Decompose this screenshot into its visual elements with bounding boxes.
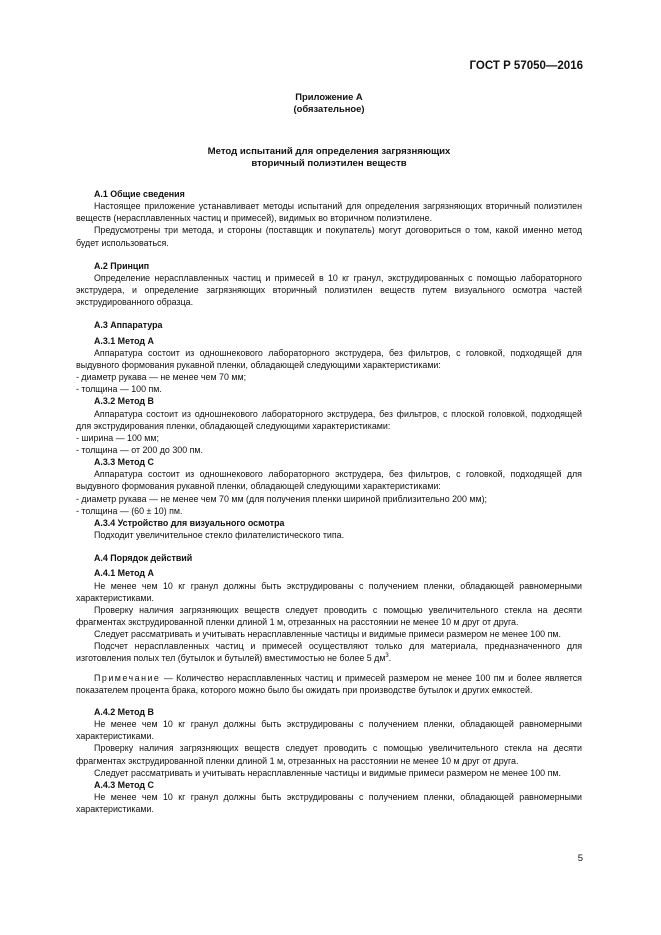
paragraph-a1-1: Настоящее приложение устанавливает методы испытаний для определения загрязняющих вторичный полиэтилен веществ (нерасплавленных частиц и примесей), видимых во вторичном полиэтилене.	[76, 201, 582, 224]
cubic-superscript: 3	[385, 652, 389, 659]
bullet-a31-1: - диаметр рукава — не менее чем 70 мм;	[76, 372, 247, 383]
section-heading-a4: А.4 Порядок действий	[94, 553, 193, 564]
bullet-a33-1: - диаметр рукава — не менее чем 70 мм (для получения пленки шириной приблизительно 200 мм);	[76, 493, 488, 504]
paragraph-a41-4-end: .	[388, 653, 392, 664]
subsection-heading-a31: А.3.1 Метод А	[94, 335, 154, 346]
method-title-line-2: вторичный полиэтилен веществ	[251, 158, 407, 170]
note-a41	[76, 672, 582, 696]
paragraph-a43-1: Не менее чем 10 кг гранул должны быть экструдированы с получением пленки, обладающей равномерными характеристиками.	[76, 792, 582, 815]
paragraph-a2-1: Определение нерасплавленных частиц и примесей в 10 кг гранул, экструдированных с помощью лабораторного экструдера, и определение загрязняющих вторичный полиэтилен веществ путем визуального осмотра частей экструдированного образца.	[76, 272, 582, 308]
paragraph-a42-3: Следует рассматривать и учитывать нерасплавленные частицы и видимые примеси размером не менее 100 пм.	[94, 767, 561, 778]
page-content	[76, 91, 582, 815]
page-number: 5	[577, 853, 583, 864]
subsection-heading-a41: А.4.1 Метод А	[94, 568, 154, 579]
bullet-a32-2: - толщина — от 200 до 300 пм.	[76, 444, 203, 455]
section-heading-a3: А.3 Аппаратура	[94, 320, 163, 331]
paragraph-a31-1: Аппаратура состоит из одношнекового лабораторного экструдера, без фильтров, с головкой, подходящей для выдувного формования рукавной пленки, обладающей следующими характеристиками:	[76, 347, 582, 370]
paragraph-a41-4	[76, 640, 582, 664]
annex-status: (обязательное)	[293, 103, 365, 115]
annex-title: Приложение А	[295, 91, 363, 102]
paragraph-a33-1: Аппаратура состоит из одношнекового лабораторного экструдера, без фильтров, с головкой, подходящей для выдувного формования рукавной пленки, обладающей следующими характеристиками:	[76, 469, 582, 492]
section-heading-a2: А.2 Принцип	[94, 260, 150, 271]
paragraph-a42-1: Не менее чем 10 кг гранул должны быть экструдированы с получением пленки, обладающей равномерными характеристиками.	[76, 719, 582, 742]
subsection-heading-a34: А.3.4 Устройство для визуального осмотра	[94, 517, 285, 528]
paragraph-a41-1: Не менее чем 10 кг гранул должны быть экструдированы с получением пленки, обладающей равномерными характеристиками.	[76, 580, 582, 603]
paragraph-a34-1: Подходит увеличительное стекло филателистического типа.	[94, 530, 345, 541]
subsection-heading-a42: А.4.2 Метод В	[94, 706, 154, 717]
note-label: Примечание	[94, 672, 161, 683]
bullet-a32-1: - ширина — 100 мм;	[76, 432, 159, 443]
paragraph-a32-1: Аппаратура состоит из одношнекового лабораторного экструдера, без фильтров, с плоской головкой, подходящей для экструдирования пленки, обладающей следующими характеристиками:	[76, 408, 582, 431]
document-id-header: ГОСТ Р 57050—2016	[469, 60, 583, 72]
paragraph-a1-2: Предусмотрены три метода, и стороны (поставщик и покупатель) могут договориться о том, какой именно метод будет использоваться.	[76, 225, 582, 248]
paragraph-a41-4-text: Подсчет нерасплавленных частиц и примесей осуществляют только для материала, предназначенного для изготовления полых тел (бутылок и бутылей) вместимостью не более 5 дм	[76, 641, 582, 664]
method-title	[76, 146, 582, 171]
bullet-a33-2: - толщина — (60 ± 10) пм.	[76, 505, 183, 516]
bullet-a31-2: - толщина — 100 пм.	[76, 384, 162, 395]
subsection-heading-a43: А.4.3 Метод С	[94, 779, 154, 790]
paragraph-a41-2: Проверку наличия загрязняющих веществ следует проводить с помощью увеличительного стекла на десяти фрагментах экструдированной пленки длиной 1 м, отрезанных на расстоянии не менее 10 м друг от друга.	[76, 604, 582, 627]
subsection-heading-a32: А.3.2 Метод В	[94, 396, 154, 407]
paragraph-a42-2: Проверку наличия загрязняющих веществ следует проводить с помощью увеличительного стекла на десяти фрагментах экструдированной пленки длиной 1 м, отрезанных на расстоянии не менее 10 м друг от друга.	[76, 743, 582, 766]
section-heading-a1: А.1 Общие сведения	[94, 189, 185, 199]
method-title-line-1: Метод испытаний для определения загрязняющих	[207, 145, 451, 157]
subsection-heading-a33: А.3.3 Метод С	[94, 457, 154, 468]
paragraph-a41-3: Следует рассматривать и учитывать нерасплавленные частицы и видимые примеси размером не менее 100 пм.	[94, 629, 561, 640]
note-text: — Количество нерасплавленных частиц и примесей размером не менее 100 пм и более является показателем процента брака, которого можно было бы ожидать при производстве бутылок и других емкостей.	[76, 672, 582, 695]
